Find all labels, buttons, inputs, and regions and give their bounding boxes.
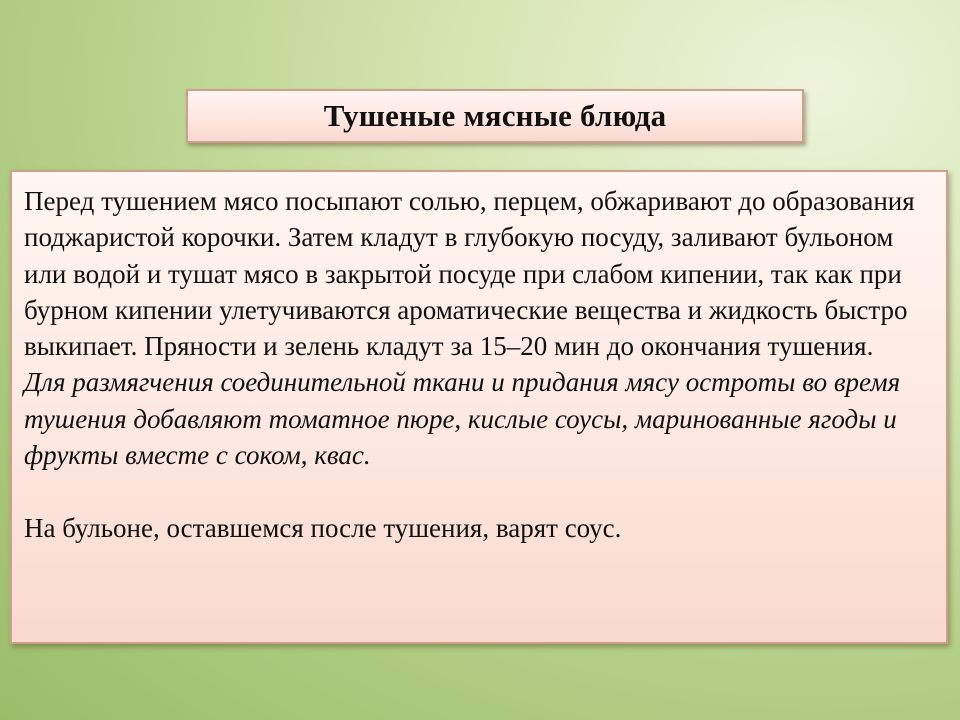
paragraph-sauce: На бульоне, оставшемся после тушения, варят соус. xyxy=(24,512,622,543)
title-box xyxy=(186,89,804,143)
paragraph-italic-note: Для размягчения соединительной ткани и придания мясу остроты во время тушения добавляют томатное пюре, кислые соусы, маринованные ягоды и фрукты вместе с соком, квас. xyxy=(24,367,901,471)
content-box xyxy=(10,170,948,644)
paragraph-intro: Перед тушением мясо посыпают солью, перцем, обжаривают до образования поджаристой корочки. Затем кладут в глубокую посуду, заливают бульоном или водой и тушат мясо в закрытой посуде при слабом кипении, так как при бурном кипении улетучиваются ароматические вещества и жидкость быстро выкипает. Пряности и зелень кладут за 15–20 мин до окончания тушения. xyxy=(24,186,915,362)
paragraph-spacer xyxy=(24,473,934,509)
slide-title: Тушеные мясные блюда xyxy=(323,98,667,133)
